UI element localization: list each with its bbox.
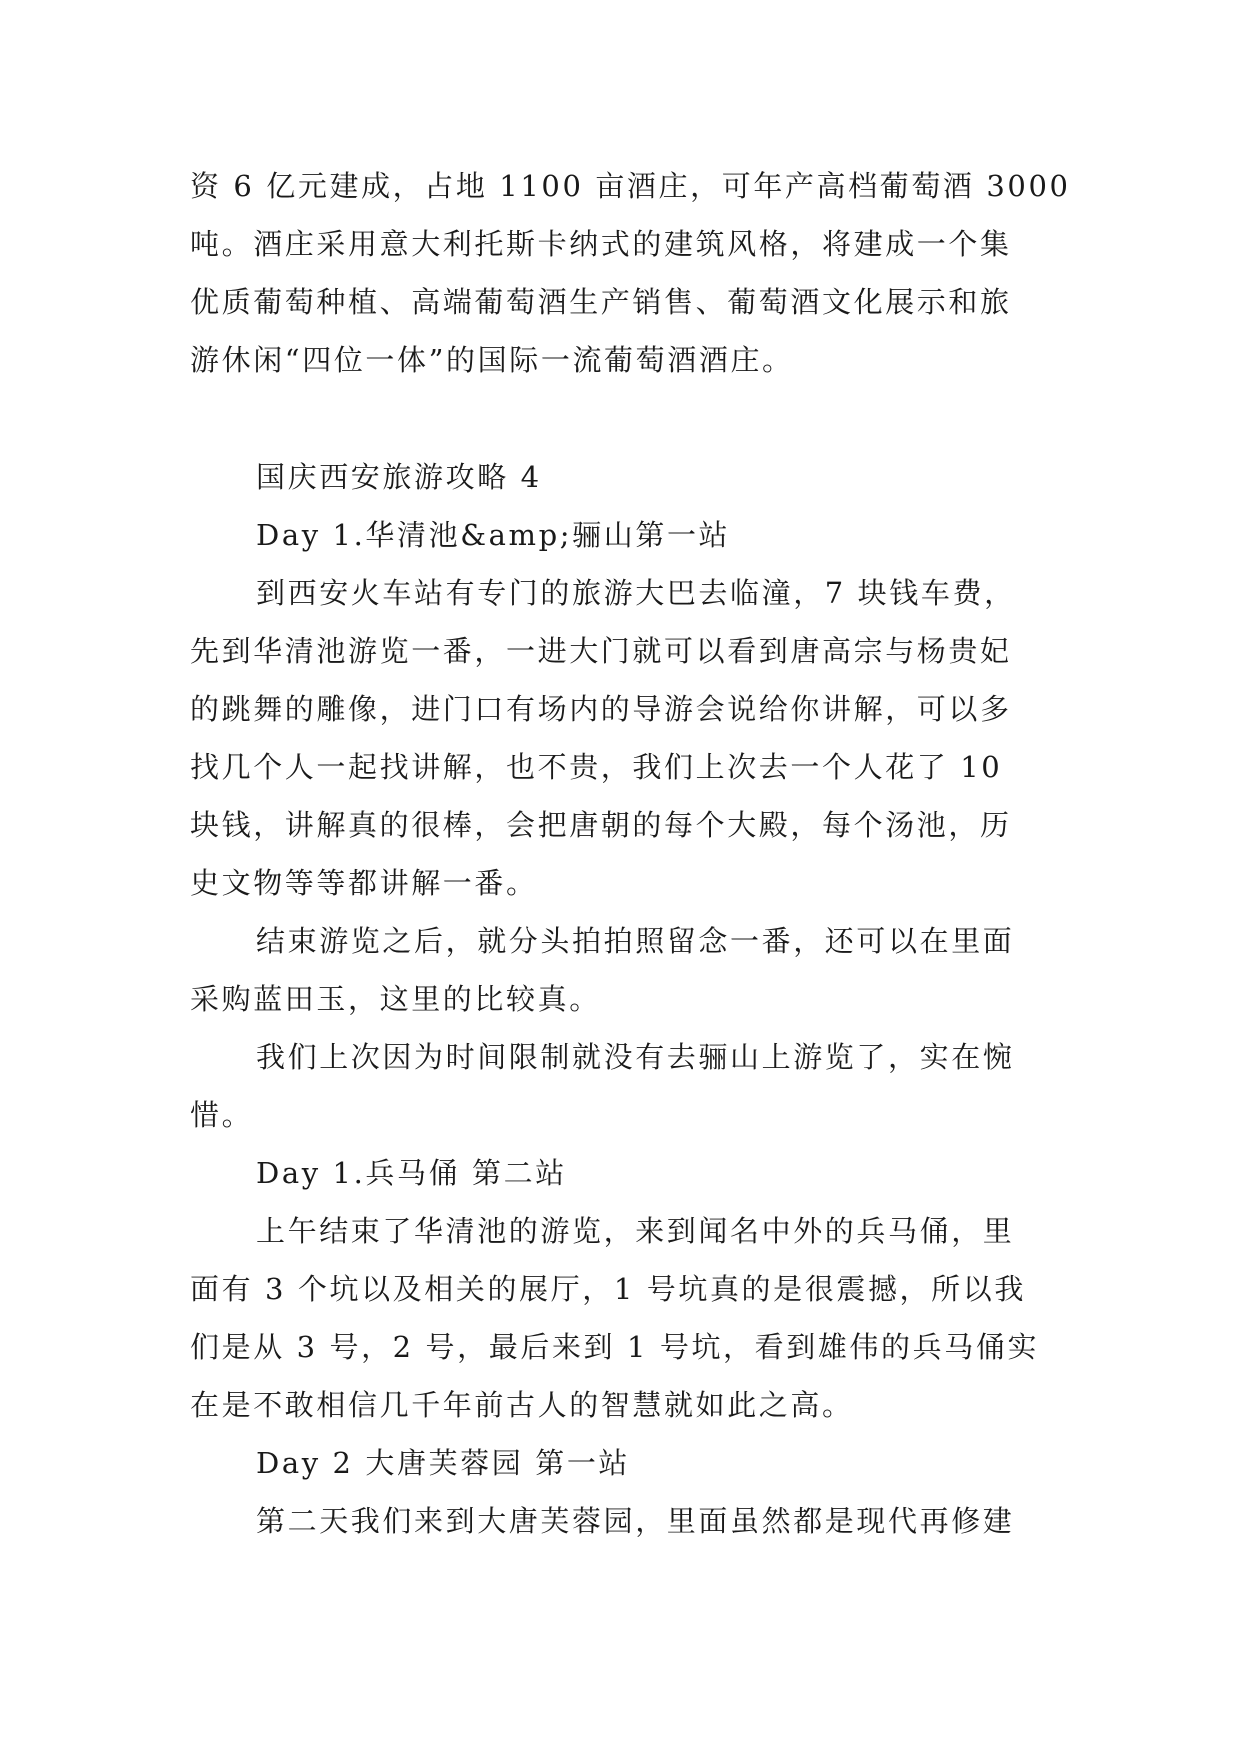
day-heading: Day 1.兵马俑 第二站 bbox=[256, 1156, 567, 1190]
text-line: 第二天我们来到大唐芙蓉园，里面虽然都是现代再修建 bbox=[256, 1504, 1015, 1538]
text-line: 资 6 亿元建成，占地 1100 亩酒庄，可年产高档葡萄酒 3000 bbox=[190, 169, 1071, 203]
day-heading: Day 2 大唐芙蓉园 第一站 bbox=[256, 1446, 631, 1480]
text-line: 吨。酒庄采用意大利托斯卡纳式的建筑风格，将建成一个集 bbox=[190, 227, 1012, 261]
text-line: 惜。 bbox=[190, 1098, 254, 1132]
text-line: 在是不敢相信几千年前古人的智慧就如此之高。 bbox=[190, 1388, 854, 1422]
text-line: 上午结束了华清池的游览，来到闻名中外的兵马俑，里 bbox=[256, 1214, 1015, 1248]
text-line: 找几个人一起找讲解，也不贵，我们上次去一个人花了 10 bbox=[190, 750, 1003, 784]
text-line: 游休闲“四位一体”的国际一流葡萄酒酒庄。 bbox=[190, 343, 794, 377]
text-line: 优质葡萄种植、高端葡萄酒生产销售、葡萄酒文化展示和旅 bbox=[190, 285, 1012, 319]
text-line: 结束游览之后，就分头拍拍照留念一番，还可以在里面 bbox=[256, 924, 1015, 958]
text-line: 到西安火车站有专门的旅游大巴去临潼，7 块钱车费， bbox=[256, 576, 1016, 610]
text-line: 块钱，讲解真的很棒，会把唐朝的每个大殿，每个汤池，历 bbox=[190, 808, 1012, 842]
text-line: 史文物等等都讲解一番。 bbox=[190, 866, 538, 900]
text-line: 的跳舞的雕像，进门口有场内的导游会说给你讲解，可以多 bbox=[190, 692, 1012, 726]
day-heading: Day 1.华清池&amp;骊山第一站 bbox=[256, 518, 731, 552]
text-line: 面有 3 个坑以及相关的展厅，1 号坑真的是很震撼，所以我 bbox=[190, 1272, 1026, 1306]
text-line: 采购蓝田玉，这里的比较真。 bbox=[190, 982, 601, 1016]
text-line: 我们上次因为时间限制就没有去骊山上游览了，实在惋 bbox=[256, 1040, 1015, 1074]
text-line: 们是从 3 号，2 号，最后来到 1 号坑，看到雄伟的兵马俑实 bbox=[190, 1330, 1040, 1364]
section-heading: 国庆西安旅游攻略 4 bbox=[256, 460, 542, 494]
text-line: 先到华清池游览一番，一进大门就可以看到唐高宗与杨贵妃 bbox=[190, 634, 1012, 668]
